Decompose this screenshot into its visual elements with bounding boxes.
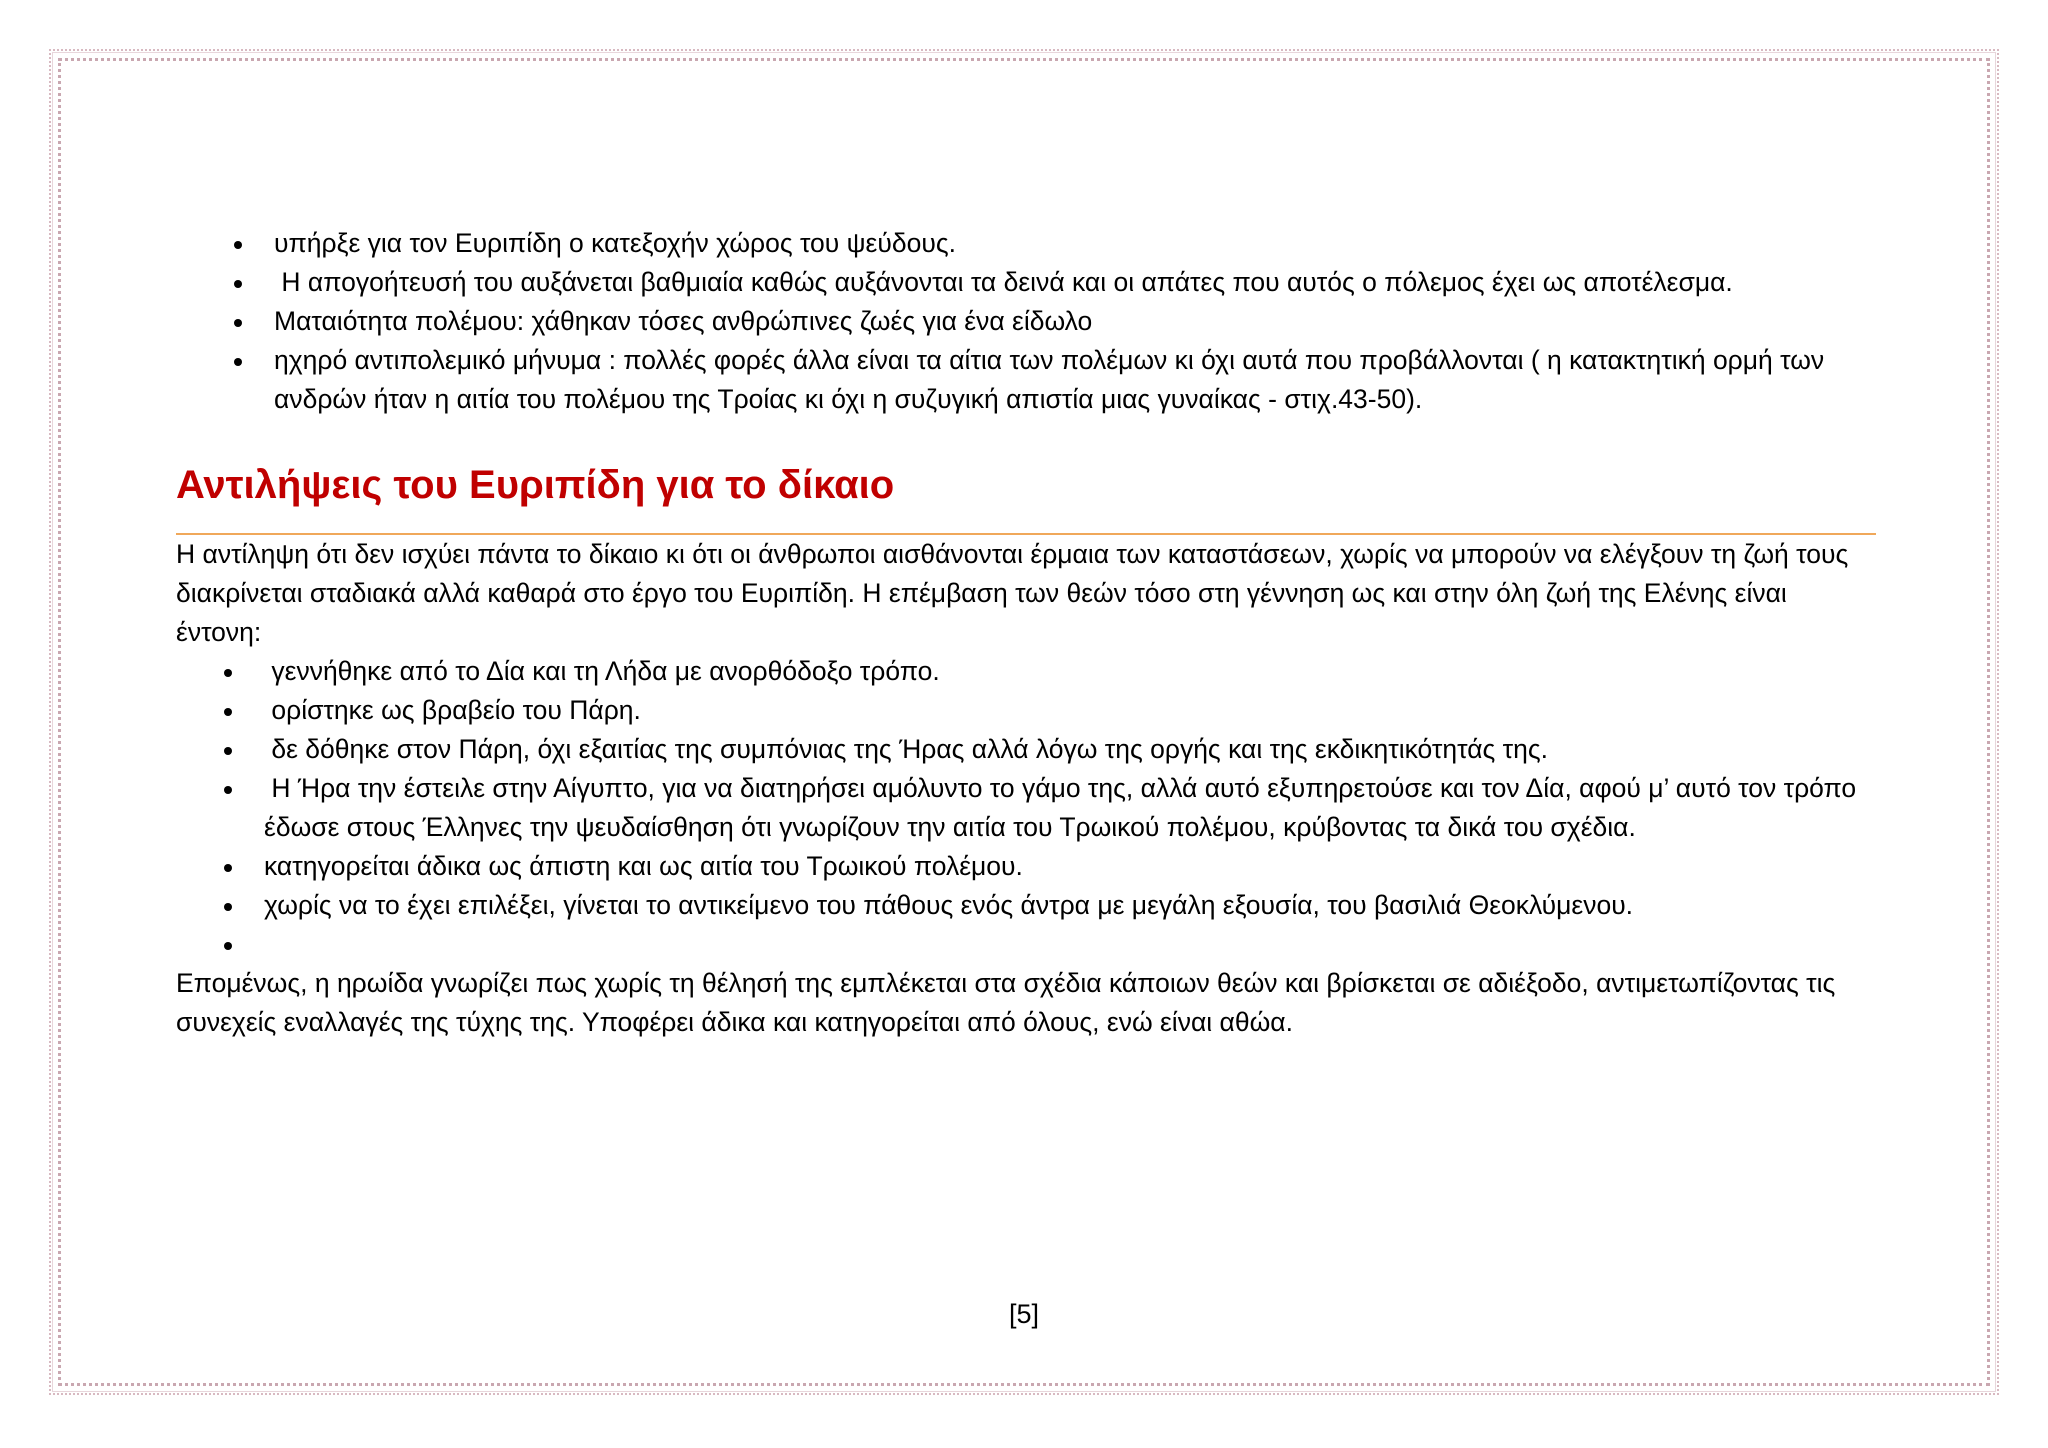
- bullet-icon: [234, 319, 242, 327]
- bullet-icon: [224, 786, 232, 794]
- list-item: [176, 886, 1876, 925]
- list-item-text: δε δόθηκε στον Πάρη, όχι εξαιτίας της συμπόνιας της Ήρας αλλά λόγω της οργής και της εκδικητικότητάς της.: [264, 734, 1549, 764]
- bullet-icon: [234, 241, 242, 249]
- list-item: [176, 769, 1876, 847]
- section-paragraph-2: Επομένως, η ηρωίδα γνωρίζει πως χωρίς τη θέλησή της εμπλέκεται στα σχέδια κάποιων θεών και βρίσκεται σε αδιέξοδο, αντιμετωπίζοντας τις συνεχείς εναλλαγές της τύχης της. Υποφέρει άδικα και κατηγορείται από όλους, ενώ είναι αθώα.: [176, 968, 1836, 1037]
- bullet-icon: [224, 669, 232, 677]
- list-item: [176, 691, 1876, 730]
- list-item: [176, 341, 1876, 419]
- list-item-text: γεννήθηκε από το Δία και τη Λήδα με ανορθόδοξο τρόπο.: [264, 656, 940, 686]
- section-paragraph-1: Η αντίληψη ότι δεν ισχύει πάντα το δίκαιο κι ότι οι άνθρωποι αισθάνονται έρμαια των καταστάσεων, χωρίς να μπορούν να ελέγξουν τη ζωή τους διακρίνεται σταδιακά αλλά καθαρά στο έργο του Ευριπίδη. Η επέμβαση των θεών τόσο στη γέννηση ως και στην όλη ζωή της Ελένης είναι έντονη:: [176, 539, 1849, 647]
- list-item-text: χωρίς να το έχει επιλέξει, γίνεται το αντικείμενο του πάθους ενός άντρα με μεγάλη εξουσία, του βασιλιά Θεοκλύμενου.: [264, 890, 1634, 920]
- page-number: [5]: [1008, 1299, 1040, 1329]
- bullet-icon: [224, 942, 232, 950]
- list-item-text: ορίστηκε ως βραβείο του Πάρη.: [264, 695, 641, 725]
- section-bullet-list: [176, 652, 1876, 964]
- list-item: [176, 730, 1876, 769]
- list-item: [176, 263, 1876, 302]
- list-item-text: Η Ήρα την έστειλε στην Αίγυπτο, για να διατηρήσει αμόλυντο το γάμο της, αλλά αυτό εξυπηρετούσε και τον Δία, αφού μ’ αυτό τον τρόπο έδωσε στους Έλληνες την ψευδαίσθηση ότι γνωρίζουν την αιτία του Τρωικού πολέμου, κρύβοντας τα δικά του σχέδια.: [264, 773, 1864, 842]
- list-item: [176, 224, 1876, 263]
- list-item: [176, 302, 1876, 341]
- section-heading: Αντιλήψεις του Ευριπίδη για το δίκαιο: [176, 463, 895, 507]
- list-item: [176, 847, 1876, 886]
- list-item: [176, 925, 1876, 964]
- list-item-text: Η απογοήτευσή του αυξάνεται βαθμιαία καθώς αυξάνονται τα δεινά και οι απάτες που αυτός ο πόλεμος έχει ως αποτέλεσμα.: [274, 267, 1733, 297]
- bullet-icon: [224, 708, 232, 716]
- list-item: [176, 652, 1876, 691]
- list-item-text: υπήρξε για τον Ευριπίδη ο κατεξοχήν χώρος του ψεύδους.: [274, 228, 956, 258]
- bullet-icon: [234, 358, 242, 366]
- bullet-icon: [234, 280, 242, 288]
- intro-bullet-list: [176, 224, 1876, 419]
- bullet-icon: [224, 747, 232, 755]
- bullet-icon: [224, 903, 232, 911]
- list-item-text: Ματαιότητα πολέμου: χάθηκαν τόσες ανθρώπινες ζωές για ένα είδωλο: [274, 306, 1093, 336]
- list-item-text: κατηγορείται άδικα ως άπιστη και ως αιτία του Τρωικού πολέμου.: [264, 851, 1023, 881]
- document-body: [176, 224, 1876, 1042]
- bullet-icon: [224, 864, 232, 872]
- list-item-text: ηχηρό αντιπολεμικό μήνυμα : πολλές φορές άλλα είναι τα αίτια των πολέμων κι όχι αυτά που προβάλλονται ( η κατακτητική ορμή των ανδρών ήταν η αιτία του πολέμου της Τροίας κι όχι η συζυγική απιστία μιας γυναίκας - στιχ.43-50).: [274, 345, 1825, 414]
